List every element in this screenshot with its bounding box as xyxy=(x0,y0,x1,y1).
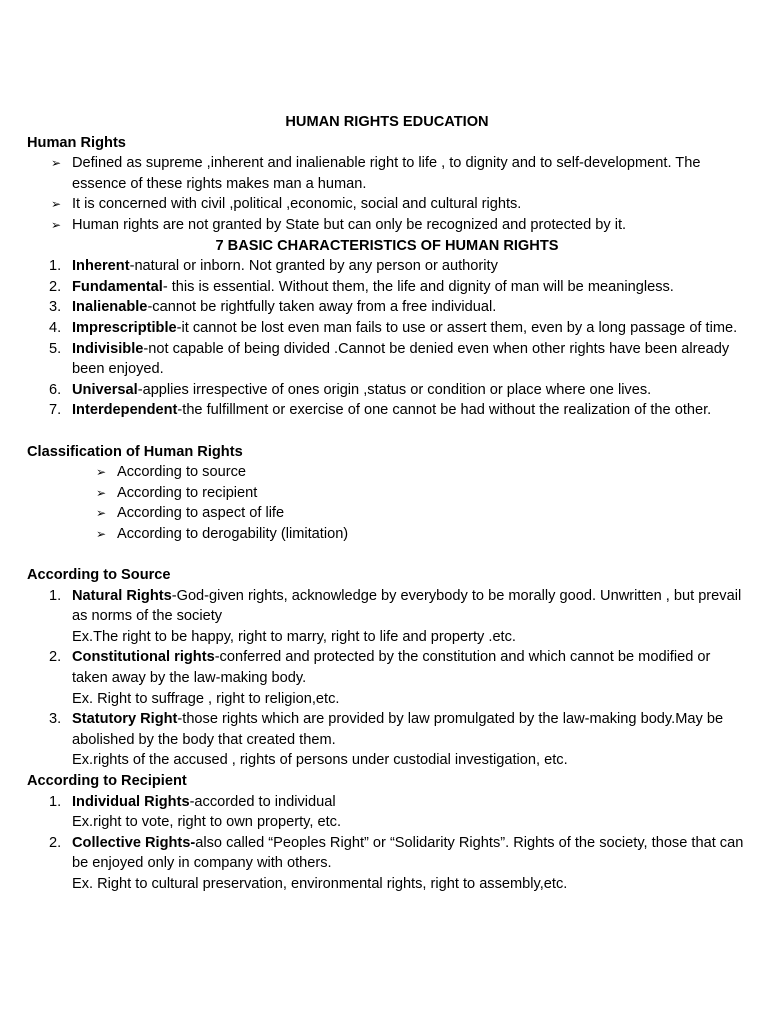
list-item: 7. Interdependent-the fulfillment or exercise of one cannot be had without the realization of the other. xyxy=(49,402,712,419)
characteristics-list xyxy=(27,256,747,421)
example-text: Ex.The right to be happy, right to marry, right to life and property .etc. xyxy=(72,628,516,645)
section-heading-recipient: According to Recipient xyxy=(27,773,187,789)
list-item: ➢ Defined as supreme ,inherent and inalienable right to life , to dignity and to self-development. The essence of these rights makes man a human. xyxy=(51,155,701,192)
example-text: Ex. Right to cultural preservation, environmental rights, right to assembly,etc. xyxy=(72,875,568,892)
example-text: Ex.right to vote, right to own property, etc. xyxy=(72,814,342,831)
list-item: 5. Indivisible-not capable of being divided .Cannot be denied even when other rights have been already been enjoyed. xyxy=(49,340,730,378)
arrow-bullet-icon: ➢ xyxy=(51,217,62,232)
source-list xyxy=(27,586,747,771)
list-item: 1. Individual Rights-accorded to individual Ex.right to vote, right to own property, etc. xyxy=(49,793,342,831)
arrow-bullet-icon: ➢ xyxy=(96,465,107,480)
document-page xyxy=(27,112,747,895)
list-item: 3. Inalienable-cannot be rightfully taken away from a free individual. xyxy=(49,299,497,316)
human-rights-bullet-list xyxy=(27,153,747,235)
list-item: ➢ According to recipient xyxy=(27,483,747,504)
list-item: ➢ According to source xyxy=(27,462,747,483)
list-item: ➢ According to derogability (limitation) xyxy=(27,524,747,545)
list-item: 1. Inherent-natural or inborn. Not granted by any person or authority xyxy=(49,258,498,275)
document-title: HUMAN RIGHTS EDUCATION xyxy=(285,114,489,130)
section-heading-source: According to Source xyxy=(27,567,171,584)
recipient-list xyxy=(27,792,747,895)
list-item: ➢ According to aspect of life xyxy=(27,503,747,524)
arrow-bullet-icon: ➢ xyxy=(96,485,107,500)
list-item: 3. Statutory Right-those rights which are provided by law promulgated by the law-making body.May be abolished by the body that created them. Ex.rights of the accused , rights of persons under custodial investigation, etc. xyxy=(49,711,724,769)
list-item: 2. Constitutional rights-conferred and protected by the constitution and which cannot be modified or taken away by the law-making body. Ex. Right to suffrage , right to religion,etc. xyxy=(49,649,711,707)
section-heading-characteristics: 7 BASIC CHARACTERISTICS OF HUMAN RIGHTS xyxy=(215,237,559,254)
section-heading-human-rights: Human Rights xyxy=(27,134,126,151)
list-item: 4. Imprescriptible-it cannot be lost even man fails to use or assert them, even by a long passage of time. xyxy=(49,319,738,336)
arrow-bullet-icon: ➢ xyxy=(96,526,107,541)
list-item: 2. Fundamental- this is essential. Without them, the life and dignity of man will be meaningless. xyxy=(49,278,674,295)
list-item: 2. Collective Rights-also called “Peoples Right” or “Solidarity Rights”. Rights of the society, those that can be enjoyed only in company with others. Ex. Right to cultural preservation, environmental rights, right to assembly,etc. xyxy=(49,834,744,892)
spacer xyxy=(27,421,747,442)
list-item: ➢ It is concerned with civil ,political ,economic, social and cultural rights. xyxy=(27,194,747,215)
example-text: Ex.rights of the accused , rights of persons under custodial investigation, etc. xyxy=(72,752,568,769)
section-heading-classification: Classification of Human Rights xyxy=(27,443,243,460)
arrow-bullet-icon: ➢ xyxy=(96,506,107,521)
spacer xyxy=(27,544,747,565)
classification-bullet-list xyxy=(27,462,747,544)
list-item: 1. Natural Rights-God-given rights, acknowledge by everybody to be morally good. Unwritten , but prevail as norms of the society Ex.The right to be happy, right to marry, right to life and property .etc. xyxy=(49,587,742,645)
example-text: Ex. Right to suffrage , right to religion,etc. xyxy=(72,690,340,707)
arrow-bullet-icon: ➢ xyxy=(51,197,62,212)
list-item: ➢ Human rights are not granted by State but can only be recognized and protected by it. xyxy=(27,215,747,236)
list-item: 6. Universal-applies irrespective of ones origin ,status or condition or place where one lives. xyxy=(49,381,652,398)
arrow-bullet-icon: ➢ xyxy=(51,156,62,171)
